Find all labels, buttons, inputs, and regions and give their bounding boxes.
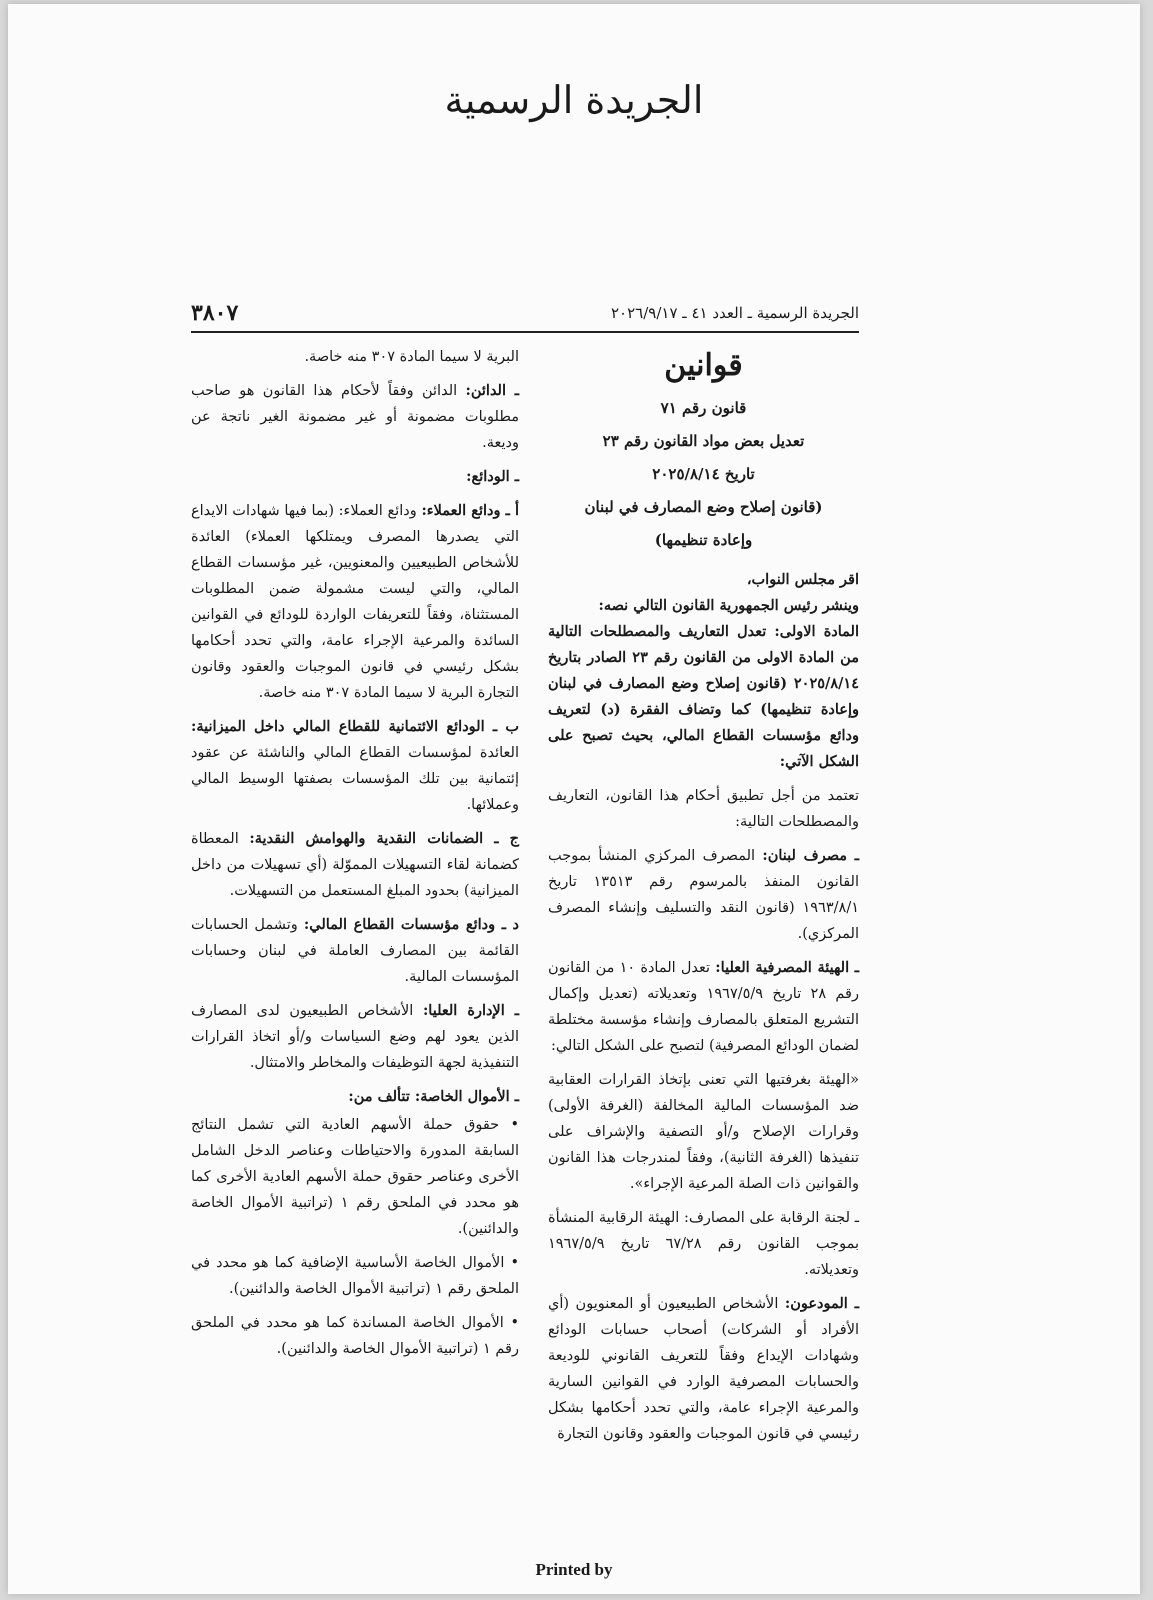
deposits-clause-c	[191, 826, 519, 904]
printed-by-footer: Printed by	[535, 1560, 613, 1579]
clause-text: المعطاة كضمانة لقاء التسهيلات المموّلة (أي تسهيلات من داخل الميزانية) بحدود المبلغ المستعمل من التسهيلات.	[191, 831, 519, 899]
law-title-block	[548, 344, 859, 553]
section-title: قوانين	[664, 348, 743, 383]
definition-term: ـ الهيئة المصرفية العليا:	[715, 959, 860, 976]
law-title-line: (قانون إصلاح وضع المصارف في لبنان	[584, 498, 823, 516]
definition-term: ـ الدائن:	[465, 382, 520, 399]
right-column	[548, 344, 859, 1455]
definition-higher-banking-authority	[548, 955, 859, 1059]
clause-term: أ ـ ودائع العملاء:	[421, 502, 519, 519]
definition-text: الأشخاص الطبيعيون أو المعنويون (أي الأفراد أو الشركات) أصحاب حسابات الودائع وشهادات الإيداع وفقاً للتعريف القانوني للوديعة والحسابات المصرفية الوارد في القوانين السارية والمرعية الإجراء عامة، والتي تحدد أحكامها بشكل رئيسي في قانون الموجبات والعقود وقانون التجارة	[548, 1296, 859, 1442]
law-title-line: تعديل بعض مواد القانون رقم ٢٣	[602, 432, 805, 450]
definition-term: ـ مصرف لبنان:	[762, 847, 860, 864]
deposits-clause-a	[191, 498, 519, 706]
definition-creditor	[191, 378, 519, 456]
definition-text: المصرف المركزي المنشأ بموجب القانون المنفذ بالمرسوم رقم ١٣٥١٣ تاريخ ١٩٦٣/٨/١ (قانون النقد والتسليف وإنشاء المصرف المركزي).	[548, 848, 859, 942]
own-funds-heading: ـ الأموال الخاصة: تتألف من:	[348, 1088, 519, 1105]
continuation-text: البرية لا سيما المادة ٣٠٧ منه خاصة.	[304, 349, 519, 365]
issue-line: الجريدة الرسمية ـ العدد ٤١ ـ ٢٠٢٦/٩/١٧	[611, 304, 859, 322]
clause-text: ودائع العملاء: (بما فيها شهادات الايداع التي يصدرها المصرف ويمتلكها العملاء) العائدة للأشخاص الطبيعيين والمعنويين، غير مؤسسات القطاع المالي، والتي ليست مشمولة ضمن المطلوبات المستثناة، وفقاً للتعريفات الواردة للودائع في القوانين السائدة والمرعية الإجراء عامة، والتي تحدد أحكامها بشكل رئيسي في قانون الموجبات والعقود وقانون التجارة البرية لا سيما المادة ٣٠٧ منه خاصة.	[191, 503, 519, 701]
deposits-clause-b	[191, 714, 519, 818]
definition-text: الأشخاص الطبيعيون لدى المصارف الذين يعود لهم وضع السياسات و/أو اتخاذ القرارات التنفيذية لجهة التوظيفات والمخاطر والامتثال.	[191, 1003, 519, 1071]
definitions-intro: تعتمد من أجل تطبيق أحكام هذا القانون، التعاريف والمصطلحات التالية:	[548, 788, 859, 830]
running-header	[191, 300, 859, 328]
definition-bdl	[548, 843, 859, 947]
article-one: المادة الاولى: تعدل التعاريف والمصطلحات التالية من المادة الاولى من القانون رقم ٢٣ الصادر بتاريخ ٢٠٢٥/٨/١٤ (قانون إصلاح وضع المصارف في لبنان وإعادة تنظيمها) كما وتضاف الفقرة (د) لتعريف ودائع مؤسسات القطاع المالي، بحيث تصبح على الشكل الآتي:	[548, 623, 859, 770]
law-title-line: وإعادة تنظيمها)	[654, 531, 753, 549]
page-number: ٣٨٠٧	[191, 300, 239, 326]
own-funds-bullet: • الأموال الخاصة المساندة كما هو محدد في الملحق رقم ١ (تراتبية الأموال الخاصة والدائنين).	[191, 1315, 519, 1357]
clause-term: د ـ ودائع مؤسسات القطاع المالي:	[303, 916, 519, 933]
enactment-clause: وينشر رئيس الجمهورية القانون التالي نصه:	[598, 597, 859, 614]
definition-term: ـ الإدارة العليا:	[422, 1002, 520, 1019]
definition-text: الدائن وفقاً لأحكام هذا القانون هو صاحب مطلوبات مضمونة أو غير مضمونة الغير ناتجة عن وديعة.	[191, 383, 519, 451]
header-rule	[191, 331, 859, 333]
deposits-clause-d	[191, 912, 519, 990]
definition-quote: «الهيئة بغرفتيها التي تعنى بإتخاذ القرارات العقابية ضد المؤسسات المالية المخالفة (الغرفة الأولى) وقرارات الإصلاح و/أو التصفية والإشراف على تنفيذها (الغرفة الثانية)، وفقاً لمندرجات هذا القانون والقوانين ذات الصلة المرعية الإجراء».	[548, 1072, 859, 1192]
gazette-masthead: الجريدة الرسمية	[444, 78, 704, 122]
gazette-page	[8, 4, 1140, 1594]
own-funds-bullet: • الأموال الخاصة الأساسية الإضافية كما هو محدد في الملحق رقم ١ (تراتبية الأموال الخاصة والدائنين).	[191, 1255, 519, 1297]
left-column	[191, 344, 519, 1370]
clause-term: ج ـ الضمانات النقدية والهوامش النقدية:	[249, 830, 519, 847]
enactment-clause: اقر مجلس النواب،	[746, 571, 859, 588]
definition-term: ـ المودعون:	[784, 1295, 859, 1312]
own-funds-bullet: • حقوق حملة الأسهم العادية التي تشمل النتائج السابقة المدورة والاحتياطات وعناصر الدخل الشامل الأخرى وعناصر حقوق حملة الأسهم العادية الأخرى كما هو محدد في الملحق رقم ١ (تراتبية الأموال الخاصة والدائنين).	[191, 1117, 519, 1237]
definition-text: تعدل المادة ١٠ من القانون رقم ٢٨ تاريخ ١٩٦٧/٥/٩ وتعديلاته (تعديل وإكمال التشريع المتعلق بالمصارف وإنشاء مؤسسة مختلطة لضمان الودائع المصرفية) لتصبح على الشكل التالي:	[548, 960, 859, 1054]
law-number: قانون رقم ٧١	[660, 399, 747, 417]
law-title-line: تاريخ ٢٠٢٥/٨/١٤	[652, 465, 755, 483]
deposits-heading: ـ الودائع:	[466, 468, 519, 485]
definition-senior-management	[191, 998, 519, 1076]
definition-depositors	[548, 1291, 859, 1447]
clause-term: ب ـ الودائع الائتمانية للقطاع المالي داخل الميزانية:	[191, 718, 519, 735]
clause-text: وتشمل الحسابات القائمة بين المصارف العاملة في لبنان وحسابات المؤسسات المالية.	[191, 917, 519, 985]
clause-text: العائدة لمؤسسات القطاع المالي والناشئة عن عقود إئتمانية بين تلك المؤسسات بصفتها الوسيط المالي وعملائها.	[191, 745, 519, 813]
definition-banking-control-commission: ـ لجنة الرقابة على المصارف: الهيئة الرقابية المنشأة بموجب القانون رقم ٦٧/٢٨ تاريخ ١٩٦٧/٥/٩ وتعديلاته.	[548, 1210, 859, 1278]
